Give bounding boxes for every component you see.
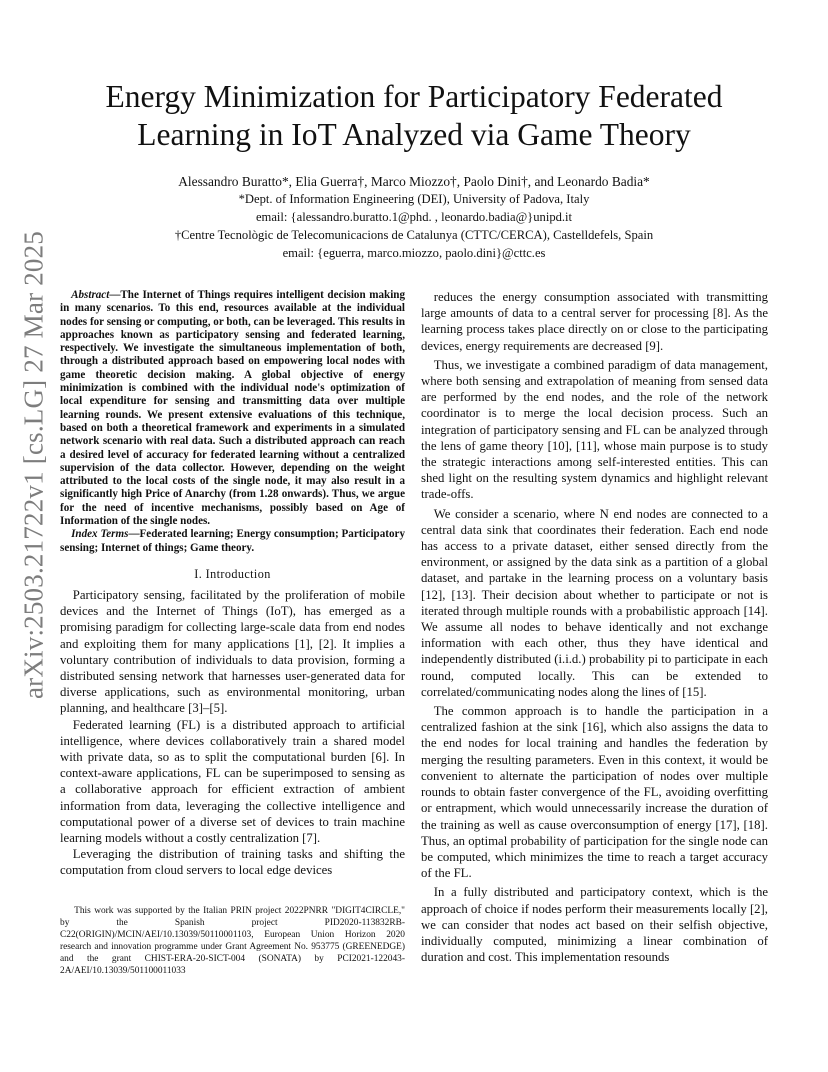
email-line: email: {alessandro.buratto.1@phd. , leonardo.badia@}unipd.it — [255, 210, 573, 224]
body-paragraph: The common approach is to handle the participation in a centralized fashion at the sink [16], which also assigns the data to the end nodes for local training and handles the federation by merging the resulting parameters. Even in this context, it would be convenient to alternate the participation of nodes over multiple rounds to obtain faster convergence of the FL, avoiding overfitting or entrapment, which would unnecessarily increase the duration of the training as well as cause overconsumption of energy [17], [18]. Thus, an optimal probability of participation for the single node can be computed, which minimizes the time to reach a target accuracy of the FL. — [421, 704, 768, 881]
index-terms-label: Index Terms — [71, 528, 129, 541]
body-paragraph: Thus, we investigate a combined paradigm of data management, where both sensing and extrapolation of meaning from sensed data are performed by the end nodes, and the role of the network coordinator is to merge the local decision process. Such an integration of participatory sensing and FL can be analyzed through the lens of game theory [10], [11], whose main purpose is to study the strategic interactions among self-interested entities. This can shed light on the resulting system dynamics and highlight relevant trade-offs. — [421, 357, 768, 502]
email-line: email: {eguerra, marco.miozzo, paolo.dini}@cttc.es — [282, 246, 546, 260]
affiliations — [60, 190, 768, 262]
body-paragraph: We consider a scenario, where N end nodes are connected to a central data sink that coordinates their federation. Each end node has access to a private dataset, either sensed directly from the environment, or assigned by the data sink as a partition of a global dataset, and partake in the learning process on a voluntary basis [12], [13]. Their decision about whether to participate or not is iterated through multiple rounds with a probabilistic approach [14]. We assume all nodes to behave identically and not exchange information with each other, thus they have identical and independently distributed (i.i.d.) probability pi to participate in each round, computed locally. This can be extended to correlated/communicating nodes along the lines of [15]. — [421, 506, 768, 699]
funding-footnote: This work was supported by the Italian PRIN project 2022PNRR "DIGIT4CIRCLE," by the Spanish project PID2020-113832RB-C22(ORIGIN)/MCIN/AEI/10.13039/50110001103, European Union Horizon 2020 research and innovation programme under Grant Agreement No. 953775 (GREENEDGE) and the grant CHIST-ERA-20-SICT-004 (SONATA) by PCI2021-122043-2A/AEI/10.13039/501100011033 — [60, 906, 405, 976]
affiliation-line: *Dept. of Information Engineering (DEI), University of Padova, Italy — [238, 192, 590, 206]
author-list: Alessandro Buratto*, Elia Guerra†, Marco Miozzo†, Paolo Dini†, and Leonardo Badia* — [178, 174, 650, 189]
body-paragraph: Federated learning (FL) is a distributed approach to artificial intelligence, where devices collaboratively train a shared model with private data, so as to split the computational burden [6]. In context-aware applications, FL can be superimposed to sensing as a collaborative approach for efficient extraction of ambient information from data, leveraging the collective intelligence and computational power of a diverse set of devices to train machine learning models without a costly centralization [7]. — [60, 717, 405, 845]
arxiv-identifier-text: arXiv:2503.21722v1 [cs.LG] 27 Mar 2025 — [18, 230, 49, 700]
left-column — [60, 289, 405, 879]
abstract — [60, 289, 405, 528]
abstract-text: —The Internet of Things requires intelligent decision making in many scenarios. To this end, resources available at the individual nodes for sensing or computing, or both, can be leveraged. This results in approaches known as participatory sensing and federated learning, respectively. We investigate the simultaneous implementation of both, through a distributed approach based on empowering local nodes with game theoretic decision making. A global objective of energy minimization is combined with the individual node's optimization of local expenditure for sensing and transmitting data over multiple learning rounds. We present extensive evaluations of this technique, based on both a theoretical framework and experiments in a simulated network scenario with real data. Such a distributed approach can reach a desired level of accuracy for federated learning without a centralized supervision of the data collector. However, depending on the weight attributed to the local costs of the single node, it may also result in a significantly high Price of Anarchy (from 1.28 onwards). Thus, we argue for the need of incentive mechanisms, possibly based on Age of Information of the single nodes. — [60, 289, 405, 528]
body-paragraph: In a fully distributed and participatory context, which is the approach of choice if nodes perform their measurements locally [2], we can consider that nodes act based on their selfish objective, individually computed, minimizing a linear combination of duration and cost. This implementation resounds — [421, 885, 768, 965]
right-column — [421, 289, 768, 965]
section-heading: I. Introduction — [194, 566, 271, 581]
affiliation-line: †Centre Tecnològic de Telecomunicacions de Catalunya (CTTC/CERCA), Castelldefels, Spain — [174, 228, 654, 242]
body-paragraph: Participatory sensing, facilitated by the proliferation of mobile devices and the Internet of Things (IoT), has emerged as a promising paradigm for collecting large-scale data from end nodes and exploiting them for many applications [1], [2]. It implies a voluntary contribution of individuals to data provision, forming a distributed sensing network that harnesses user-generated data for diverse applications, such as environmental monitoring, urban planning, and healthcare [3]–[5]. — [60, 587, 405, 716]
arxiv-identifier — [11, 230, 57, 700]
paper-title: Energy Minimization for Participatory Federated Learning in IoT Analyzed via Game Theory — [105, 79, 723, 152]
body-paragraph: reduces the energy consumption associated with transmitting large amounts of data to a central server for processing [8]. As the learning process takes place directly on or close to the participating devices, energy requirements are decreased [9]. — [421, 290, 768, 353]
index-terms — [60, 528, 405, 555]
index-terms-text: —Federated learning; Energy consumption; Participatory sensing; Internet of things; Game theory. — [60, 528, 405, 554]
abstract-label: Abstract — [71, 289, 110, 301]
body-paragraph: Leveraging the distribution of training tasks and shifting the computation from cloud servers to local edge devices — [60, 847, 405, 878]
